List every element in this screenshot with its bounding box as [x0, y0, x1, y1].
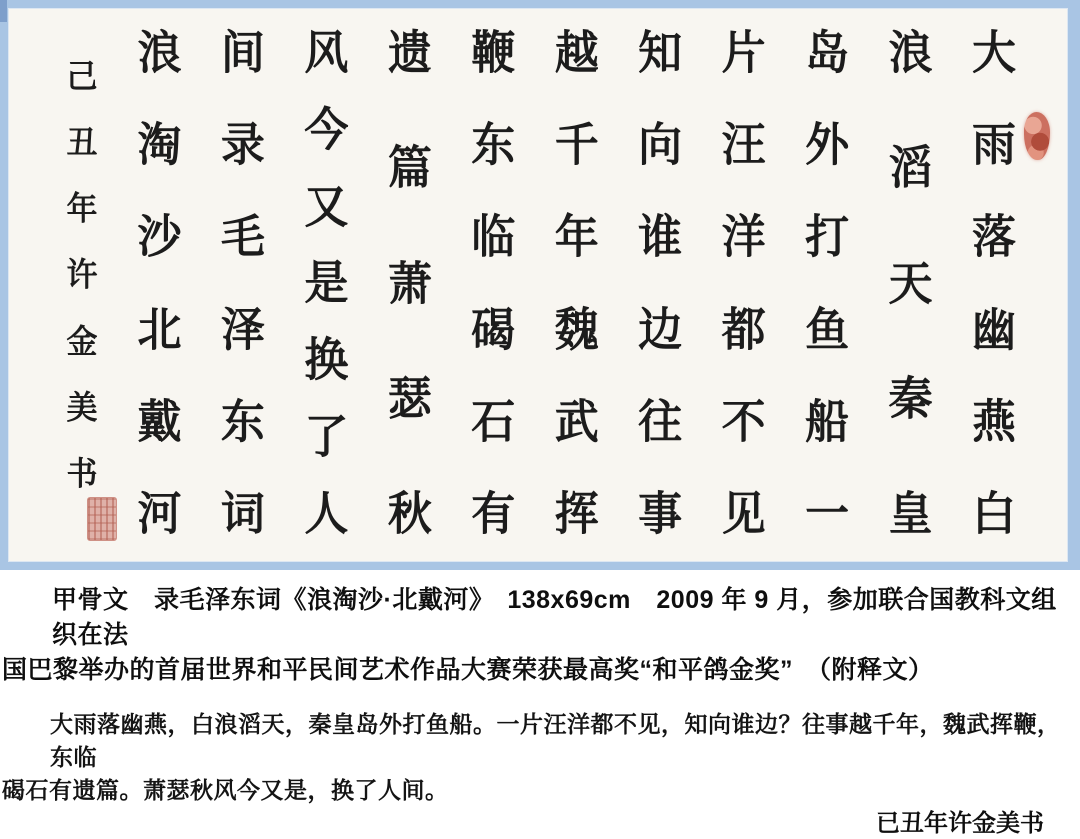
oracle-script-char: 美: [66, 388, 98, 427]
oracle-script-char: 秦: [888, 372, 933, 426]
oracle-script-char: 北: [137, 303, 182, 357]
script-column: [127, 26, 191, 542]
oracle-script-char: 武: [554, 395, 599, 449]
oracle-script-char: 挥: [554, 487, 599, 542]
oracle-script-char: 是: [304, 257, 349, 311]
oracle-script-char: 魏: [554, 303, 599, 357]
oracle-script-char: 有: [471, 487, 516, 542]
oracle-script-char: 不: [721, 395, 766, 449]
script-column: [211, 26, 275, 542]
script-column: [461, 26, 525, 542]
oracle-script-char: 年: [66, 190, 98, 229]
oracle-script-char: 人: [304, 487, 349, 542]
script-column: [545, 26, 609, 542]
script-column: [712, 26, 776, 542]
oracle-script-char: 千: [554, 118, 599, 173]
oracle-script-char: 金: [66, 322, 98, 361]
script-column: [628, 26, 692, 542]
artwork-caption: [0, 583, 1080, 688]
oracle-script-char: 汪: [721, 118, 766, 173]
oracle-script-char: 东: [220, 395, 265, 449]
oracle-script-char: 瑟: [387, 372, 432, 426]
oracle-script-char: 打: [805, 211, 850, 265]
oracle-script-char: 皇: [888, 487, 933, 542]
script-column: [795, 26, 859, 542]
oracle-script-char: 临: [471, 211, 516, 265]
oracle-script-char: 大: [971, 26, 1016, 81]
oracle-script-char: 萧: [387, 257, 432, 311]
oracle-script-char: 知: [638, 26, 683, 81]
oracle-script-char: 片: [721, 26, 766, 81]
oracle-script-char: 间: [220, 26, 265, 81]
oracle-script-char: 丑: [66, 124, 98, 163]
oracle-script-char: 词: [220, 487, 265, 542]
oracle-script-char: 淘: [137, 118, 182, 173]
oracle-script-char: 浪: [888, 26, 933, 81]
oracle-script-char: 见: [721, 487, 766, 542]
poem-line-1: 大雨落幽燕，白浪滔天，秦皇岛外打鱼船。一片汪洋都不见，知向谁边？往事越千年，魏武挥鞭，东临: [50, 711, 1061, 770]
oracle-script-char: 录: [220, 118, 265, 173]
oracle-script-char: 一: [805, 487, 850, 542]
oracle-script-char: 又: [304, 180, 349, 234]
oracle-script-char: 书: [66, 455, 98, 493]
oracle-script-char: 岛: [805, 26, 850, 81]
oracle-script-char: 往: [638, 395, 683, 449]
oracle-script-char: 外: [805, 118, 850, 173]
caption-line-1: 甲骨文 录毛泽东词《浪淘沙·北戴河》 138x69cm 2009 年 9 月，参加联合国教科文组织在法: [52, 586, 1057, 649]
oracle-script-char: 碣: [471, 303, 516, 357]
poem-transcription: [0, 708, 1080, 807]
oracle-script-char: 石: [471, 395, 516, 449]
oracle-script-char: 今: [304, 103, 349, 158]
oracle-script-char: 浪: [137, 26, 182, 81]
oracle-script-char: 沙: [137, 211, 182, 265]
oracle-script-char: 雨: [971, 118, 1016, 173]
oracle-script-char: 边: [638, 303, 683, 357]
caption-line-2: 国巴黎举办的首届世界和平民间艺术作品大赛荣获最高奖“和平鸽金奖” （附释文）: [2, 656, 934, 684]
red-seal-icon: [1024, 112, 1050, 160]
script-column: [962, 26, 1026, 542]
oracle-script-char: 许: [66, 256, 98, 295]
artist-signature: 已丑年许金美书: [876, 810, 1044, 837]
oracle-script-char: 篇: [387, 141, 432, 196]
oracle-script-char: 鞭: [471, 26, 516, 81]
oracle-script-char: 燕: [971, 395, 1016, 449]
oracle-script-char: 船: [805, 395, 850, 449]
oracle-script-char: 事: [638, 487, 683, 542]
poem-line-2: 碣石有遗篇。萧瑟秋风今又是，换了人间。: [2, 777, 449, 803]
oracle-script-char: 鱼: [805, 303, 850, 357]
oracle-script-char: 白: [971, 487, 1016, 542]
oracle-script-char: 越: [554, 26, 599, 81]
oracle-script-char: 己: [66, 58, 98, 96]
oracle-script-char: 毛: [220, 211, 265, 265]
oracle-script-char: 幽: [971, 303, 1016, 357]
oracle-script-char: 洋: [721, 211, 766, 265]
script-columns: [8, 8, 1068, 562]
oracle-script-char: 谁: [638, 211, 683, 265]
oracle-script-char: 换: [304, 334, 349, 388]
script-column: [879, 26, 943, 542]
oracle-script-char: 遗: [387, 26, 432, 81]
oracle-script-char: 滔: [888, 141, 933, 196]
oracle-script-char: 天: [888, 257, 933, 311]
signature-seal-icon: [87, 497, 117, 541]
oracle-script-char: 河: [137, 487, 182, 542]
oracle-script-char: 落: [971, 211, 1016, 265]
oracle-script-char: 向: [638, 118, 683, 173]
oracle-script-char: 东: [471, 118, 516, 173]
script-column: [378, 26, 442, 542]
oracle-script-char: 了: [304, 410, 349, 465]
oracle-script-char: 风: [304, 26, 349, 81]
script-column: [294, 26, 358, 542]
oracle-script-char: 泽: [220, 303, 265, 357]
oracle-script-char: 都: [721, 303, 766, 357]
oracle-script-char: 秋: [387, 487, 432, 542]
oracle-script-char: 年: [554, 211, 599, 265]
oracle-script-char: 戴: [137, 395, 182, 449]
signature-column: [56, 32, 108, 493]
